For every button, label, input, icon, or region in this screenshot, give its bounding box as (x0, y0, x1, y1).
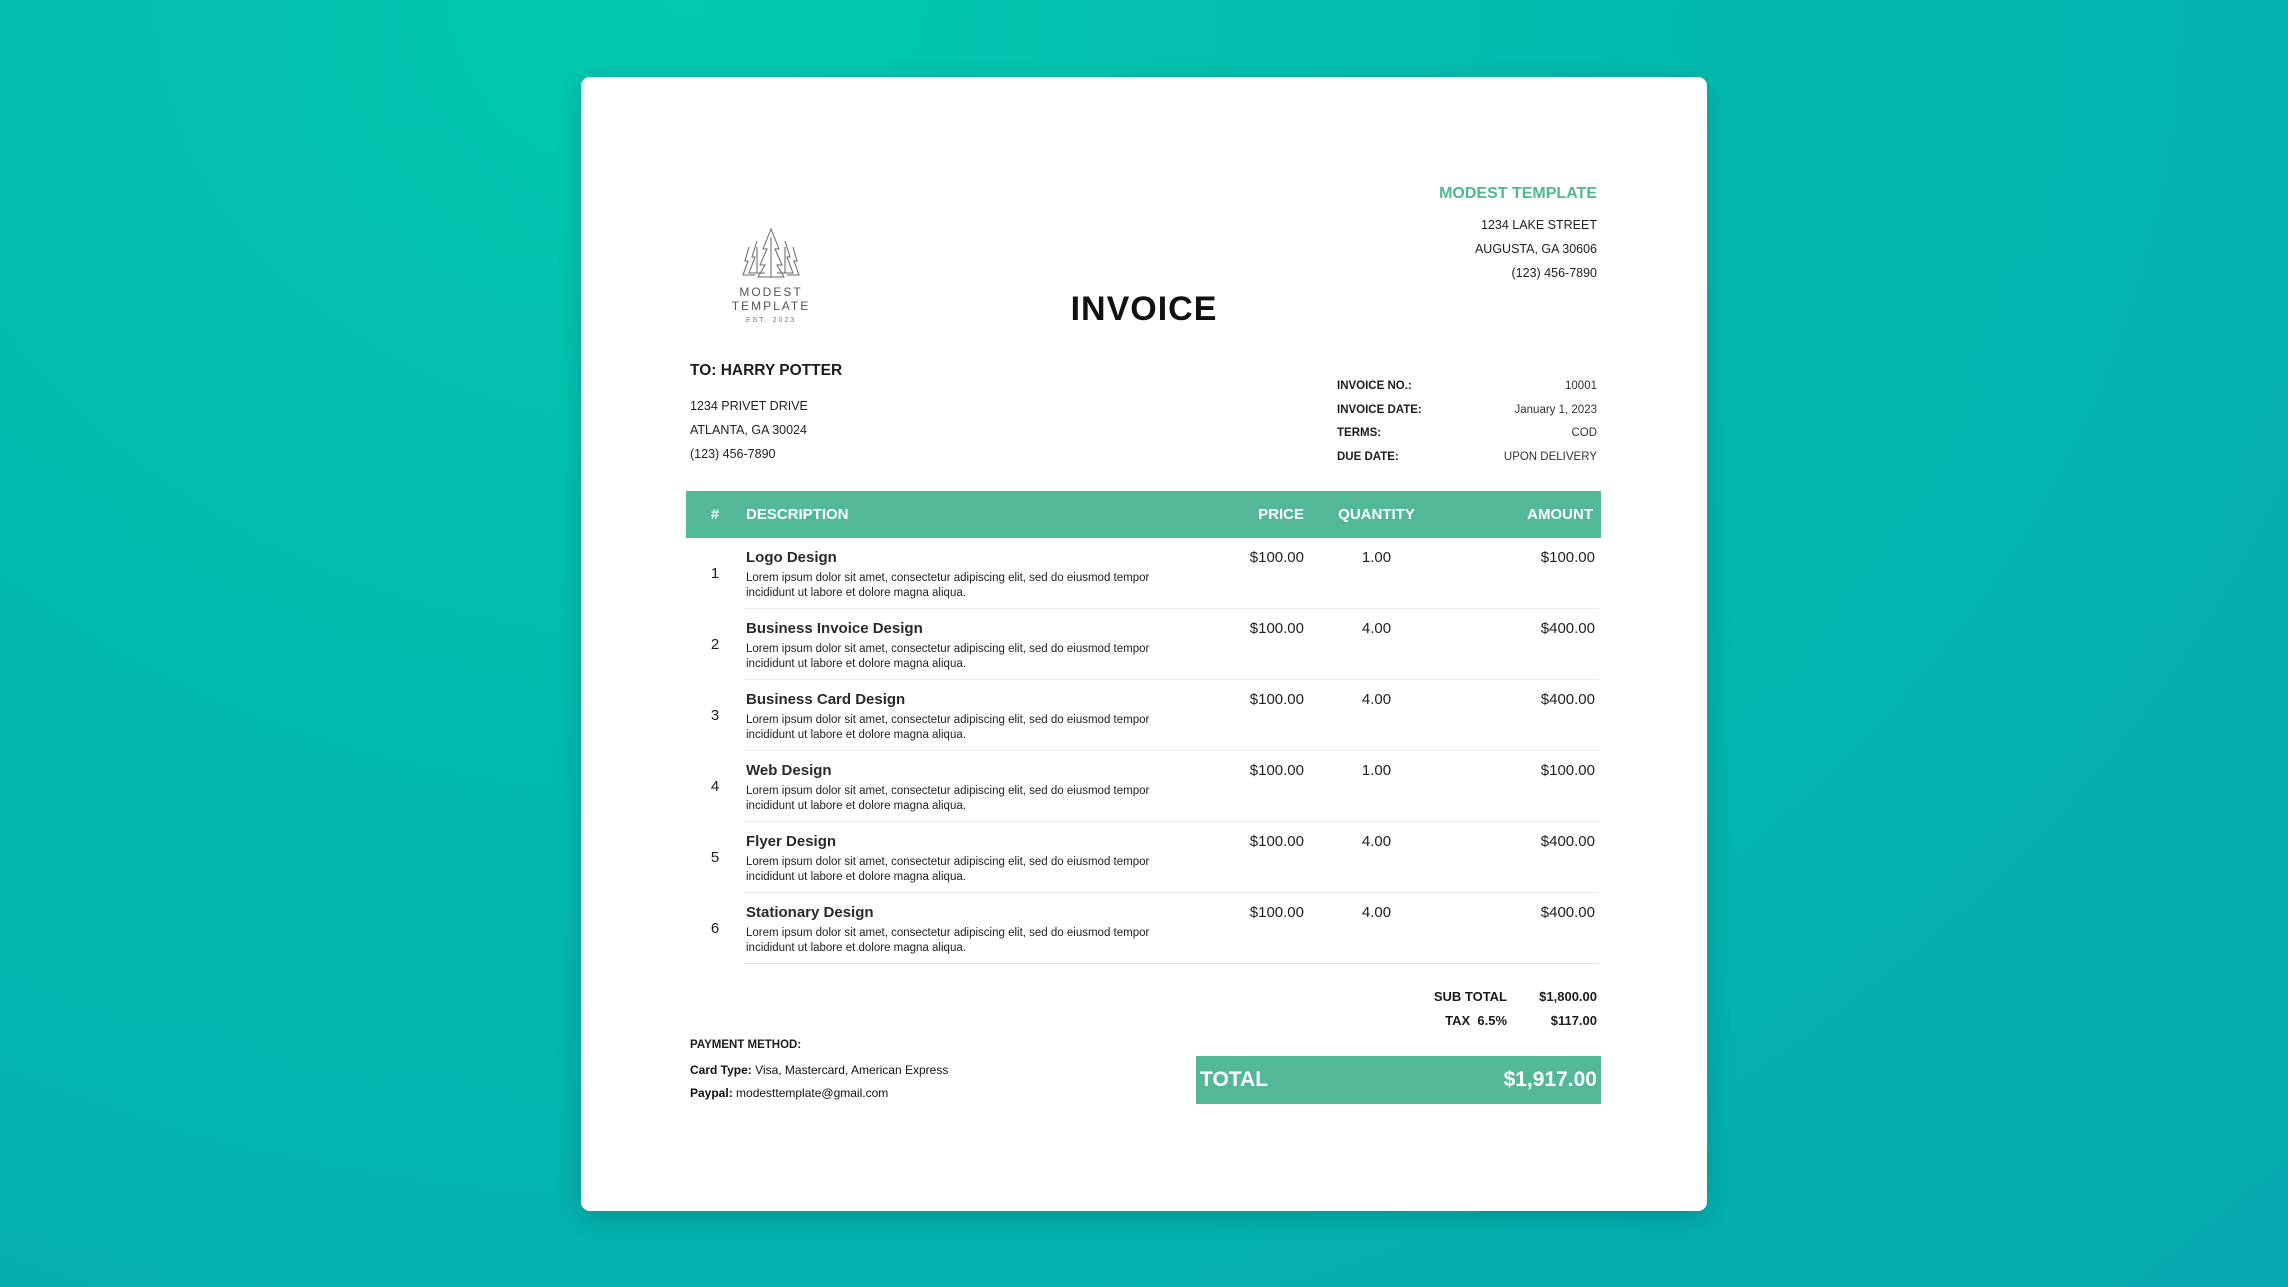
company-city: AUGUSTA, GA 30606 (1474, 242, 1597, 256)
row-description (744, 904, 1199, 963)
row-price: $100.00 (1249, 691, 1304, 708)
item-text: Lorem ipsum dolor sit amet, consectetur adipiscing elit, sed do eiusmod tempor incididunt ut labore et dolore magna aliqua. (746, 856, 1150, 883)
payment-paypal (690, 1082, 948, 1105)
logo-est-text: EST. 2023 (745, 317, 797, 324)
paypal-label: Paypal: (690, 1086, 733, 1100)
row-quantity: 1.00 (1361, 762, 1392, 779)
item-text: Lorem ipsum dolor sit amet, consectetur adipiscing elit, sed do eiusmod tempor incididunt ut labore et dolore magna aliqua. (746, 927, 1150, 954)
row-quantity: 4.00 (1361, 620, 1392, 637)
bill-to-phone: (123) 456-7890 (690, 447, 776, 461)
tax-value: $117.00 (1550, 1013, 1597, 1028)
item-text: Lorem ipsum dolor sit amet, consectetur adipiscing elit, sed do eiusmod tempor incididunt ut labore et dolore magna aliqua. (746, 714, 1150, 741)
item-name: Business Invoice Design (746, 620, 923, 637)
item-text: Lorem ipsum dolor sit amet, consectetur adipiscing elit, sed do eiusmod tempor incididunt ut labore et dolore magna aliqua. (746, 643, 1150, 670)
meta-label: INVOICE DATE: (1337, 403, 1422, 416)
table-row (686, 893, 1601, 964)
item-name: Stationary Design (746, 904, 874, 921)
header-description: DESCRIPTION (746, 506, 849, 523)
row-description (744, 620, 1199, 679)
row-price: $100.00 (1249, 620, 1304, 637)
tax-row (1387, 1009, 1597, 1033)
meta-value: January 1, 2023 (1514, 403, 1597, 416)
table-row (686, 609, 1601, 680)
card-value: Visa, Mastercard, American Express (755, 1063, 949, 1077)
meta-label: INVOICE NO.: (1337, 380, 1412, 392)
bill-to-city: ATLANTA, GA 30024 (690, 423, 807, 437)
tax-label: TAX 6.5% (1445, 1013, 1507, 1028)
table-row (686, 751, 1601, 822)
bill-to (690, 362, 842, 466)
row-description (744, 691, 1199, 750)
row-description (744, 549, 1199, 608)
pine-trees-icon (741, 227, 801, 279)
table-header (686, 491, 1601, 538)
row-amount: $400.00 (1540, 833, 1595, 850)
payment-heading: PAYMENT METHOD: (690, 1039, 802, 1051)
item-name: Logo Design (746, 549, 837, 566)
subtotal-row (1387, 985, 1597, 1009)
meta-due-date (1337, 446, 1597, 470)
payment-method (690, 1039, 948, 1105)
item-name: Flyer Design (746, 833, 837, 850)
row-price: $100.00 (1249, 549, 1304, 566)
meta-value: COD (1571, 427, 1597, 439)
totals-block (1387, 985, 1597, 1033)
card-label: Card Type: (690, 1063, 752, 1077)
total-label: TOTAL (1200, 1068, 1269, 1091)
invoice-meta (1337, 375, 1597, 469)
row-quantity: 4.00 (1361, 904, 1392, 921)
paypal-value: modesttemplate@gmail.com (736, 1086, 889, 1100)
row-amount: $400.00 (1540, 904, 1595, 921)
row-content (744, 680, 1599, 751)
meta-value: 10001 (1565, 380, 1597, 392)
subtotal-value: $1,800.00 (1539, 989, 1597, 1004)
meta-invoice-no (1337, 375, 1597, 399)
row-num: 2 (710, 636, 720, 653)
row-quantity: 1.00 (1361, 549, 1392, 566)
row-content (744, 822, 1599, 893)
company-name: MODEST TEMPLATE (1439, 185, 1597, 202)
header-num: # (710, 506, 720, 523)
payment-card (690, 1059, 948, 1082)
items-table (686, 491, 1601, 964)
row-content (744, 893, 1599, 964)
bill-to-street: 1234 PRIVET DRIVE (690, 399, 808, 413)
meta-label: DUE DATE: (1337, 450, 1399, 463)
logo-text: MODEST TEMPLATE (731, 285, 811, 313)
invoice-title: INVOICE (1070, 290, 1218, 328)
header-price: PRICE (1258, 506, 1304, 523)
grand-total-bar (1196, 1056, 1601, 1104)
company-phone: (123) 456-7890 (1511, 266, 1597, 280)
row-amount: $400.00 (1540, 691, 1595, 708)
row-content (744, 538, 1599, 609)
table-row (686, 538, 1601, 609)
row-num: 4 (710, 778, 720, 795)
item-text: Lorem ipsum dolor sit amet, consectetur adipiscing elit, sed do eiusmod tempor incididunt ut labore et dolore magna aliqua. (746, 572, 1150, 599)
row-price: $100.00 (1249, 833, 1304, 850)
row-amount: $400.00 (1540, 620, 1595, 637)
invoice-page (581, 77, 1707, 1211)
item-name: Business Card Design (746, 691, 906, 708)
row-num: 3 (710, 707, 720, 724)
item-name: Web Design (746, 762, 832, 779)
table-row (686, 822, 1601, 893)
row-quantity: 4.00 (1361, 691, 1392, 708)
row-content (744, 751, 1599, 822)
meta-invoice-date (1337, 399, 1597, 423)
row-num: 6 (710, 920, 720, 937)
meta-label: TERMS: (1337, 427, 1382, 439)
company-info (1439, 185, 1597, 285)
meta-terms (1337, 422, 1597, 446)
company-street: 1234 LAKE STREET (1480, 218, 1597, 232)
header-quantity: QUANTITY (1338, 506, 1415, 523)
row-price: $100.00 (1249, 762, 1304, 779)
row-amount: $100.00 (1540, 549, 1595, 566)
row-content (744, 609, 1599, 680)
meta-value: UPON DELIVERY (1503, 450, 1597, 463)
row-description (744, 833, 1199, 892)
row-amount: $100.00 (1540, 762, 1595, 779)
header-amount: AMOUNT (1527, 506, 1593, 523)
item-text: Lorem ipsum dolor sit amet, consectetur adipiscing elit, sed do eiusmod tempor incididunt ut labore et dolore magna aliqua. (746, 785, 1150, 812)
row-num: 5 (710, 849, 720, 866)
row-price: $100.00 (1249, 904, 1304, 921)
bill-to-name: TO: HARRY POTTER (690, 362, 843, 379)
table-row (686, 680, 1601, 751)
total-value: $1,917.00 (1503, 1068, 1597, 1091)
row-description (744, 762, 1199, 821)
subtotal-label: SUB TOTAL (1433, 989, 1507, 1004)
row-num: 1 (710, 565, 720, 582)
row-quantity: 4.00 (1361, 833, 1392, 850)
